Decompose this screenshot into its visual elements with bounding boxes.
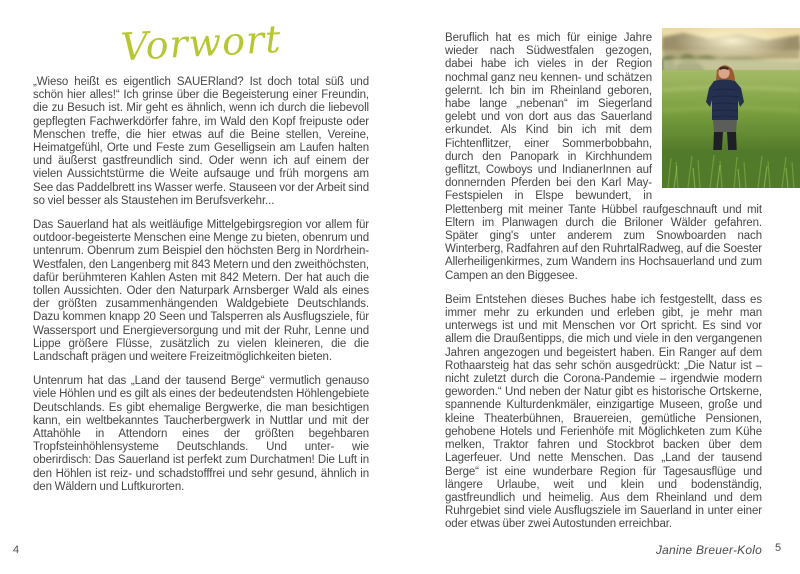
author-photo [662, 28, 800, 188]
page-number-left: 4 [13, 544, 20, 556]
author-signature: Janine Breuer-Kolo [655, 542, 762, 557]
left-paragraph-2: Das Sauerland hat als weitläufige Mittelgebirgsregion vor allem für outdoor-begeisterte Menschen eine Menge zu bieten, obenrum und untenrum. Obenrum zum Beispiel den höchsten Berg in Nordrhein-Westfalen, den Langenberg mit 843 Metern und den zweithöchsten, dafür berühmteren Kahlen Asten mit 842 Metern. Der hat auch die tollen Aussichten. Oder den Naturpark Arnsberger Wald als eines der größten zusammenhängenden Waldgebiete Deutschlands. Dazu kommen knapp 20 Seen und Talsperren als Ausflugsziele, für Wassersport und Energieversorgung und mit der Ruhr, Lenne und Lippe größere Flüsse, zusätzlich zu vielen kleineren, die die Landschaft prägen und weitere Freizeitmöglichkeiten bieten. [33, 219, 369, 364]
right-paragraph-1: Beruflich hat es mich für einige Jahre wieder nach Südwestfalen gezogen, dabei habe ich vieles in der Region nochmal ganz neu kennen- und schätzen gelernt. Ich bin im Rheinland geboren, habe lange „nebenan“ im Siegerland gelebt und von dort aus das Sauerland erkundet. Als Kind bin ich mit dem Fichtenflitzer, einer Sommerbobbahn, durch den Panopark in Kirchhundem geflitzt, Cowboys und IndianerInnen auf donnernden Pferden bei den Karl May-Festspielen in Elspe bewundert, in Plettenberg mit meiner Tante Hübbel raufgeschnauft und mit Eltern im Planwagen durch die Briloner Wälder gefahren. Später ging's unter anderem zum Snowboarden nach Winterberg, Radfahren auf den RuhrtalRadweg, auf die Soester Allerheiligenkirmes, zum Wandern ins Hochsauerland und zum Campen an den Biggesee. [445, 32, 762, 282]
chapter-title: Vorwort [119, 16, 283, 70]
person-shorts [713, 120, 737, 132]
page-number-right: 5 [775, 542, 782, 554]
left-paragraph-3: Untenrum hat das „Land der tausend Berge“ vermutlich genauso viele Höhlen und es gilt als eines der bedeutendsten Höhlengebiete Deutschlands. Es gibt ehemalige Bergwerke, die man besichtigen kann, ein weltbekanntes Taucherbergwerk in Nuttlar und mit der Attahöhle in Attendorn eines der größten begehbaren Tropfsteinhöhlensysteme Deutschlands. Und unter- wie oberirdisch: Das Sauerland ist perfekt zum Durchatmen! Die Luft in den Höhlen ist reiz- und schadstofffrei und sehr gesund, ähnlich in den Wäldern und Luftkurorten. [33, 375, 369, 493]
left-paragraph-1: „Wieso heißt es eigentlich SAUERland? Ist doch total süß und schön hier alles!“ Ich grinse über die Begeisterung einer Freundin, die zu Besuch ist. Mir geht es ähnlich, wenn ich durch die liebevoll gepflegten Fachwerkdörfer fahre, im Wald den Kopf freipuste oder Menschen treffe, die hier etwas auf die Beine stellen, Vereine, Heimatgefühl, Orte und Feste zum Geselligsein am Laufen halten und äußerst gastfreundlich sind. Oder wenn ich auf einem der vielen Aussichtstürme die Weite aufsauge und früh morgens am See das Paddelbrett ins Wasser werfe. Stauseen vor der Arbeit sind so viel besser als Staustehen im Berufsverkehr... [33, 76, 369, 207]
page-left [33, 16, 369, 505]
page-right [445, 32, 762, 557]
right-paragraph-2: Beim Entstehen dieses Buches habe ich festgestellt, dass es immer mehr zu erkunden und erleben gibt, je mehr man unterwegs ist und mit Menschen vor Ort spricht. Es sind vor allem die Draußentipps, die mich und viele in den vergangenen Jahren angezogen und begeistert haben. Ein Ranger auf dem Rothaarsteig hat das sehr schön ausgedrückt: „Die Natur ist – nicht zuletzt durch die Corona-Pandemie – irgendwie modern geworden.“ Und neben der Natur gibt es historische Ortskerne, spannende Kulturdenkmäler, einzigartige Museen, große und kleine Theaterbühnen, Brauereien, gemütliche Pensionen, gehobene Hotels und Ferienhöfe mit Möglichketen zum Kühe melken, Traktor fahren und Stockbrot backen über dem Lagerfeuer. Und nette Menschen. Das „Land der tausend Berge“ ist eine wunderbare Region für Tagesausflüge und längere Urlaube, weit und klein und bodenständig, gastfreundlich und heimelig. Aus dem Rheinland und dem Ruhrgebiet sind viele Ausflugsziele im Sauerland in unter einer oder etwas über zwei Autostunden erreichbar. [445, 293, 762, 531]
photo-foreground-grass [662, 150, 800, 188]
